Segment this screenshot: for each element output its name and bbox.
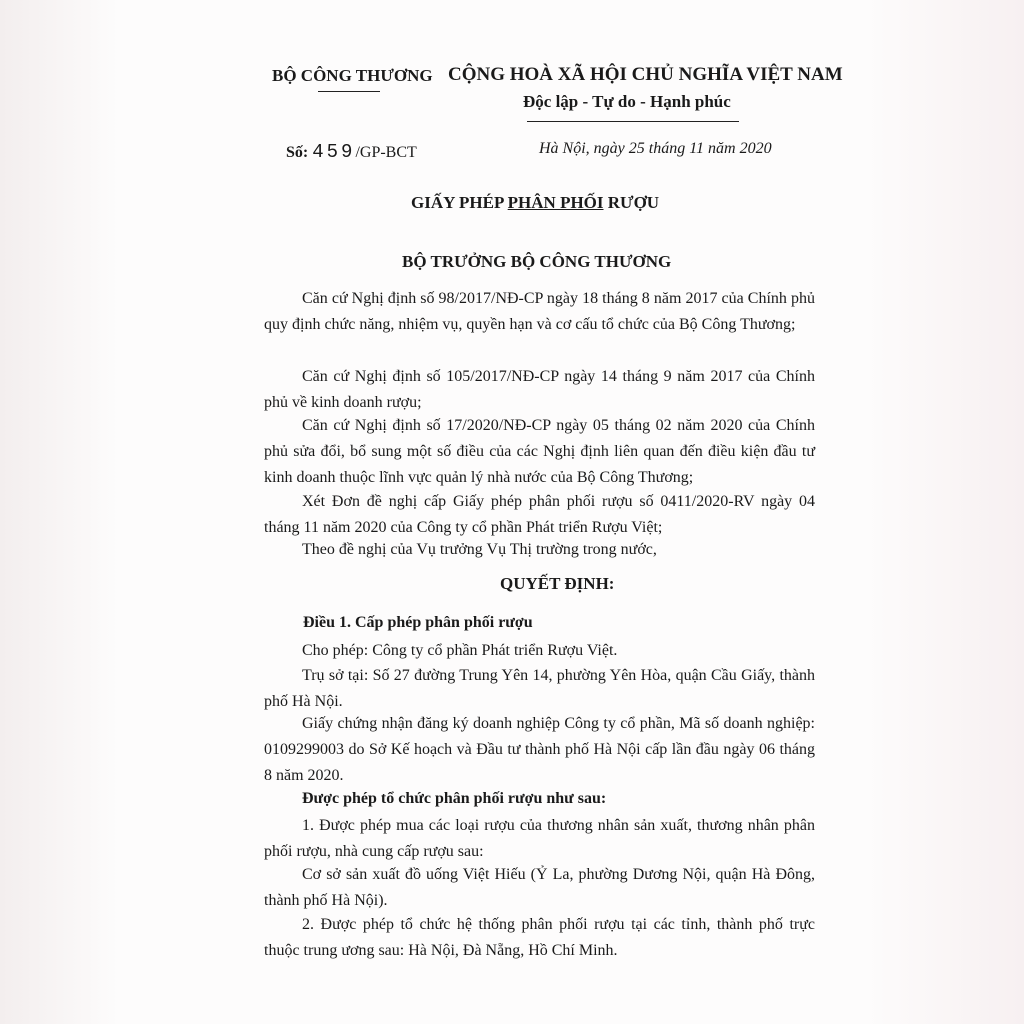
article-address: Trụ sở tại: Số 27 đường Trung Yên 14, phường Yên Hòa, quận Cầu Giấy, thành phố Hà Nội.	[264, 667, 815, 710]
motto-underline	[527, 121, 739, 122]
article-item-2: 2. Được phép tổ chức hệ thống phân phối rượu tại các tỉnh, thành phố trực thuộc trung ương sau: Hà Nội, Đà Nẵng, Hồ Chí Minh.	[264, 916, 815, 959]
scan-shadow-right	[864, 0, 1024, 1024]
national-motto: Độc lập - Tự do - Hạnh phúc	[523, 92, 731, 111]
scan-shadow-left	[0, 0, 120, 1024]
preamble-paragraph: Theo đề nghị của Vụ trưởng Vụ Thị trường trong nước,	[302, 541, 657, 558]
document-number	[286, 141, 417, 163]
title-start: GIẤY PHÉP	[411, 193, 508, 212]
title-end: RƯỢU	[603, 193, 660, 212]
preamble-paragraph: Căn cứ Nghị định số 105/2017/NĐ-CP ngày 14 tháng 9 năm 2017 của Chính phủ về kinh doanh rượu;	[264, 368, 815, 411]
preamble-paragraph: Căn cứ Nghị định số 17/2020/NĐ-CP ngày 05 tháng 02 năm 2020 của Chính phủ sửa đổi, bổ sung một số điều của các Nghị định liên quan đến điều kiện đầu tư kinh doanh thuộc lĩnh vực quản lý nhà nước của Bộ Công Thương;	[264, 417, 815, 486]
title-underlined: PHÂN PHỐI	[507, 193, 604, 212]
article-permitted-heading: Được phép tổ chức phân phối rượu như sau:	[302, 790, 607, 807]
issuing-organization: BỘ CÔNG THƯƠNG	[272, 66, 433, 85]
place-and-date: Hà Nội, ngày 25 tháng 11 năm 2020	[539, 140, 772, 157]
number-suffix: /GP-BCT	[355, 144, 417, 161]
preamble-paragraph: Xét Đơn đề nghị cấp Giấy phép phân phối rượu số 0411/2020-RV ngày 04 tháng 11 năm 2020 của Công ty cổ phần Phát triển Rượu Việt;	[264, 493, 815, 536]
organization-underline	[318, 91, 380, 92]
article-supplier: Cơ sở sản xuất đồ uống Việt Hiếu (Ỷ La, phường Dương Nội, quận Hà Đông, thành phố Hà Nội).	[264, 866, 815, 909]
article-registration: Giấy chứng nhận đăng ký doanh nghiệp Công ty cổ phần, Mã số doanh nghiệp: 0109299003 do Sở Kế hoạch và Đầu tư thành phố Hà Nội cấp lần đầu ngày 06 tháng 8 năm 2020.	[264, 715, 815, 784]
issuing-authority: BỘ TRƯỞNG BỘ CÔNG THƯƠNG	[402, 252, 672, 271]
preamble-paragraph: Căn cứ Nghị định số 98/2017/NĐ-CP ngày 18 tháng 8 năm 2017 của Chính phủ quy định chức năng, nhiệm vụ, quyền hạn và cơ cấu tổ chức của Bộ Công Thương;	[264, 290, 815, 333]
decision-heading: QUYẾT ĐỊNH:	[500, 574, 615, 593]
article-heading: Điều 1. Cấp phép phân phối rượu	[303, 614, 533, 631]
number-prefix: Số:	[286, 144, 309, 161]
document-title	[411, 193, 659, 213]
number-value: 459	[312, 141, 356, 163]
article-grantee: Cho phép: Công ty cổ phần Phát triển Rượu Việt.	[302, 642, 618, 659]
article-item-1: 1. Được phép mua các loại rượu của thương nhân sản xuất, thương nhân phân phối rượu, nhà cung cấp rượu sau:	[264, 817, 815, 860]
national-title: CỘNG HOÀ XÃ HỘI CHỦ NGHĨA VIỆT NAM	[448, 64, 843, 85]
